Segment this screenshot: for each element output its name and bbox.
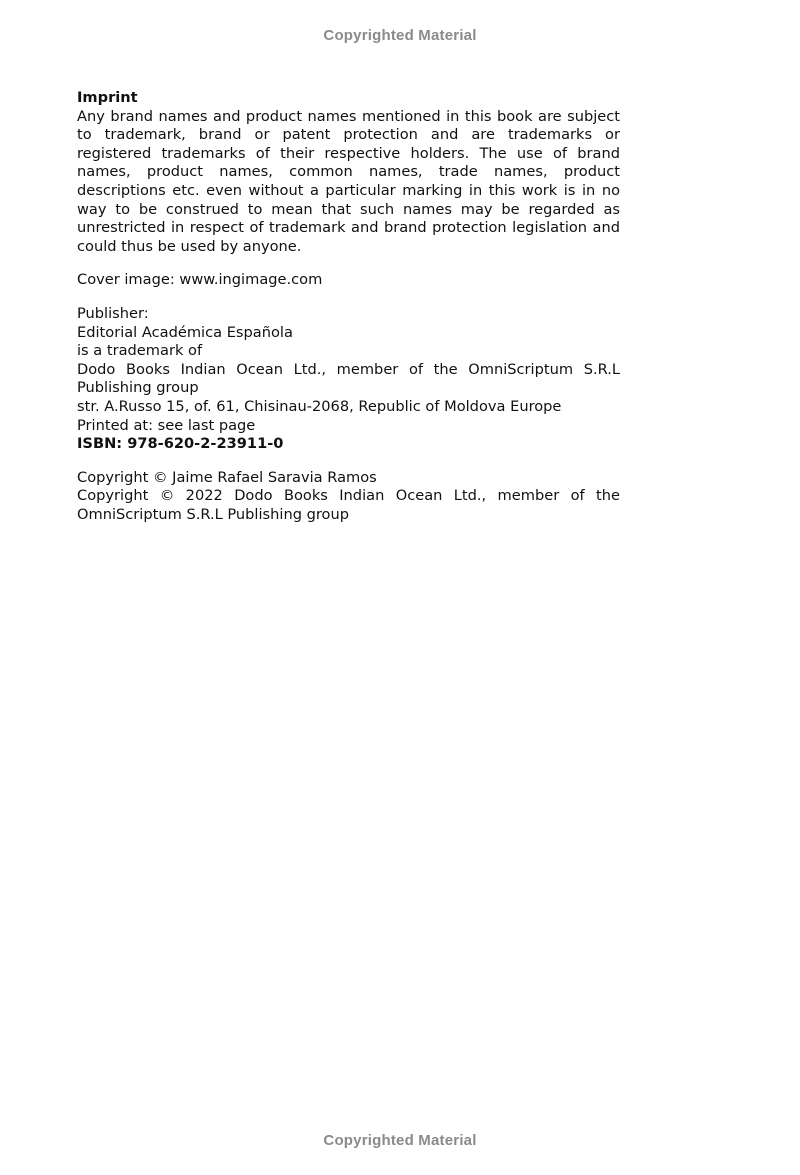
watermark-top: Copyrighted Material [323,27,477,44]
publisher-label: Publisher: [77,304,149,322]
publisher-name: Editorial Académica Española [77,323,293,341]
publisher-owner: Dodo Books Indian Ocean Ltd., member of the OmniScriptum S.R.L Publishing group [77,360,620,397]
watermark-bottom: Copyrighted Material [323,1132,477,1149]
copyright-publisher: Copyright © 2022 Dodo Books Indian Ocean Ltd., member of the OmniScriptum S.R.L Publishing group [77,487,620,523]
copyright-author: Copyright © Jaime Rafael Saravia Ramos [77,468,377,486]
imprint-heading: Imprint [77,89,138,106]
cover-image-credit: Cover image: www.ingimage.com [77,271,323,289]
isbn: ISBN: 978-620-2-23911-0 [77,435,284,453]
publisher-block [77,305,620,454]
copyright-block [77,469,620,525]
imprint-page [77,89,620,524]
imprint-body: Any brand names and product names mentioned in this book are subject to trademark, brand or patent protection and are trademarks or registered trademarks of their respective holders. The use of brand names, product names, common names, trade names, product descriptions etc. even without a particular marking in this work is in no way to be construed to mean that such names may be regarded as unrestricted in respect of trademark and brand protection legislation and could thus be used by anyone. [77,107,620,255]
publisher-trademark-of: is a trademark of [77,342,203,360]
publisher-address: str. A.Russo 15, of. 61, Chisinau-2068, Republic of Moldova Europe [77,397,562,415]
printed-at: Printed at: see last page [77,416,256,434]
